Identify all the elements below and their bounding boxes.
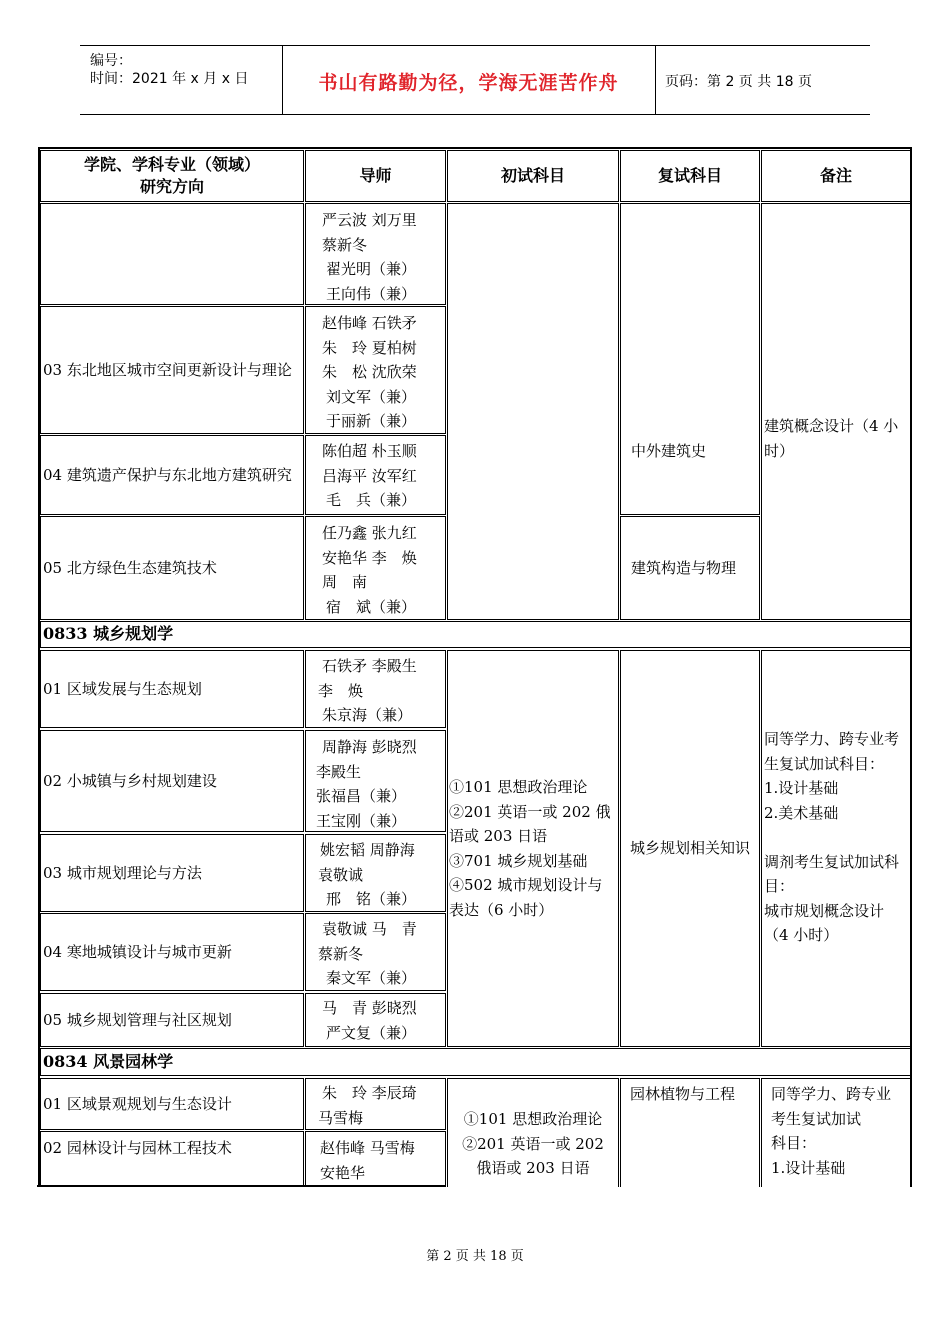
- teacher-line: 吕海平 汝军红: [322, 466, 417, 485]
- retest-cell: 园林植物与工程: [620, 1078, 760, 1187]
- teacher-line: 马雪梅: [318, 1108, 364, 1127]
- teacher-cell: [305, 730, 446, 832]
- direction-cell: 04 建筑遗产保护与东北地方建筑研究: [40, 435, 304, 515]
- note-line: 同等学力、跨专业考生复试加试科目：: [764, 730, 900, 773]
- direction-cell: [40, 203, 304, 305]
- note-line: [764, 825, 904, 850]
- teacher-line: 朱 松 沈欣荣: [322, 363, 417, 381]
- number-label: 编号：: [90, 53, 132, 69]
- exam-line: ④502 城市规划设计与表达（6 小时）: [449, 876, 603, 919]
- retest-cell: 建筑构造与物理: [620, 516, 760, 620]
- teacher-line: 姚宏韬 周静海: [320, 841, 415, 859]
- teacher-line: 周静海 彭晓烈: [322, 738, 417, 756]
- teacher-line: 李 焕: [318, 681, 364, 700]
- direction-cell: 03 城市规划理论与方法: [40, 834, 304, 912]
- note-line: 调剂考生复试加试科目：: [764, 852, 900, 896]
- teacher-cell: [305, 435, 446, 515]
- exam-line: ②201 英语一或 202: [462, 1134, 604, 1153]
- column-header-direction-text: 学院、学科专业（领域）研究方向: [83, 155, 260, 196]
- section-title: 0833 城乡规划学: [40, 621, 911, 648]
- exam-list: [449, 775, 615, 922]
- teacher-cell: [305, 834, 446, 912]
- teacher-line: 宿 斌（兼）: [326, 597, 417, 616]
- direction-cell: 01 区域景观规划与生态设计: [40, 1078, 304, 1130]
- teacher-line: 王宝刚（兼）: [316, 811, 407, 830]
- exam-line: 俄语或 203 日语: [476, 1159, 590, 1177]
- direction-cell: 03 东北地区城市空间更新设计与理论: [40, 306, 304, 434]
- teacher-line: 袁敬诚: [318, 865, 364, 884]
- teacher-line: 马 青 彭晓烈: [322, 999, 417, 1017]
- teacher-cell: [305, 993, 446, 1047]
- exam-line: ①101 思想政治理论: [463, 1110, 603, 1128]
- column-header-teacher: 导师: [305, 150, 446, 202]
- direction-cell: 05 城乡规划管理与社区规划: [40, 993, 304, 1047]
- page-footer: 第 2 页 共 18 页: [426, 1249, 524, 1264]
- teacher-line: 陈伯超 朴玉顺: [322, 442, 417, 460]
- direction-cell: 01 区域发展与生态规划: [40, 650, 304, 728]
- note-line: 科目：: [771, 1134, 817, 1152]
- initial-exam-cell: [447, 203, 619, 620]
- note-list: [764, 727, 904, 948]
- motto: 书山有路勤为径，学海无涯苦作舟: [318, 72, 619, 94]
- note-line: 2.美术基础: [764, 803, 839, 822]
- header-motto-cell: [282, 46, 656, 114]
- exam-line: ③701 城乡规划基础: [449, 851, 588, 870]
- header-page-cell: [655, 46, 870, 114]
- teacher-line: 赵伟峰 石铁矛: [322, 314, 417, 332]
- retest-text: 城乡规划相关知识: [630, 839, 751, 858]
- teacher-line: 蔡新冬: [318, 944, 364, 963]
- teacher-line: 王向伟（兼）: [326, 284, 417, 303]
- note-text: 建筑概念设计（4 小时）: [764, 417, 899, 460]
- column-header-note: 备注: [761, 150, 911, 202]
- column-header-direction: [40, 150, 304, 202]
- teacher-line: 严文复（兼）: [326, 1023, 417, 1042]
- teacher-cell: [305, 650, 446, 728]
- teacher-line: 石铁矛 李殿生: [322, 657, 417, 675]
- teacher-cell: [305, 1131, 446, 1187]
- note-line: 1.设计基础: [771, 1158, 846, 1177]
- retest-cell: 中外建筑史: [620, 203, 760, 515]
- teacher-line: 赵伟峰 马雪梅: [320, 1139, 415, 1157]
- page-header: [80, 45, 870, 115]
- teacher-line: 周 南: [322, 573, 368, 591]
- teacher-line: 严云波 刘万里: [322, 211, 417, 229]
- retest-cell: [620, 650, 760, 1047]
- direction-cell: 05 北方绿色生态建筑技术: [40, 516, 304, 620]
- teacher-cell: [305, 1078, 446, 1130]
- teacher-line: 安艳华 李 焕: [322, 548, 417, 567]
- teacher-line: 朱 玲 夏柏树: [322, 338, 417, 357]
- teacher-cell: [305, 913, 446, 991]
- note-cell: [761, 203, 911, 620]
- teacher-line: 刘文军（兼）: [326, 387, 417, 406]
- teacher-line: 秦文军（兼）: [326, 969, 417, 987]
- note-cell: [761, 650, 911, 1047]
- teacher-cell: [305, 203, 446, 305]
- note-line: 同等学力、跨专业考生复试加试: [771, 1085, 892, 1128]
- teacher-line: 朱京海（兼）: [322, 706, 413, 724]
- column-header-retest: 复试科目: [620, 150, 760, 202]
- section-title: 0834 风景园林学: [40, 1048, 911, 1076]
- teacher-cell: [305, 306, 446, 434]
- direction-cell: 02 小城镇与乡村规划建设: [40, 730, 304, 832]
- note-line: 城市规划概念设计（4 小时）: [764, 901, 885, 945]
- time-label: 时间：2021 年 x 月 x 日: [90, 71, 249, 87]
- teacher-line: 任乃鑫 张九红: [322, 524, 417, 542]
- teacher-line: 于丽新（兼）: [326, 412, 417, 430]
- teacher-cell: [305, 516, 446, 620]
- teacher-line: 张福昌（兼）: [316, 787, 407, 805]
- exam-line: ②201 英语一或 202 俄语或 203 日语: [449, 802, 611, 845]
- teacher-line: 邢 铭（兼）: [326, 890, 417, 908]
- note-line: 1.设计基础: [764, 779, 839, 798]
- teacher-line: 袁敬诚 马 青: [322, 920, 417, 938]
- exam-line: ①101 思想政治理论: [449, 778, 588, 796]
- teacher-line: 毛 兵（兼）: [326, 491, 417, 509]
- direction-cell: 04 寒地城镇设计与城市更新: [40, 913, 304, 991]
- teacher-line: 蔡新冬: [322, 235, 368, 254]
- teacher-line: 李殿生: [316, 762, 362, 781]
- initial-exam-cell: [447, 1078, 619, 1187]
- header-meta: [80, 46, 283, 114]
- column-header-initial-exam: 初试科目: [447, 150, 619, 202]
- initial-exam-cell: [447, 650, 619, 1047]
- page-label: 页码：第 2 页 共 18 页: [665, 74, 812, 90]
- teacher-line: 朱 玲 李辰琦: [322, 1084, 417, 1102]
- direction-cell: 02 园林设计与园林工程技术: [40, 1131, 304, 1187]
- teacher-line: 翟光明（兼）: [326, 260, 417, 278]
- teacher-line: 安艳华: [320, 1163, 366, 1182]
- note-cell: [761, 1078, 911, 1187]
